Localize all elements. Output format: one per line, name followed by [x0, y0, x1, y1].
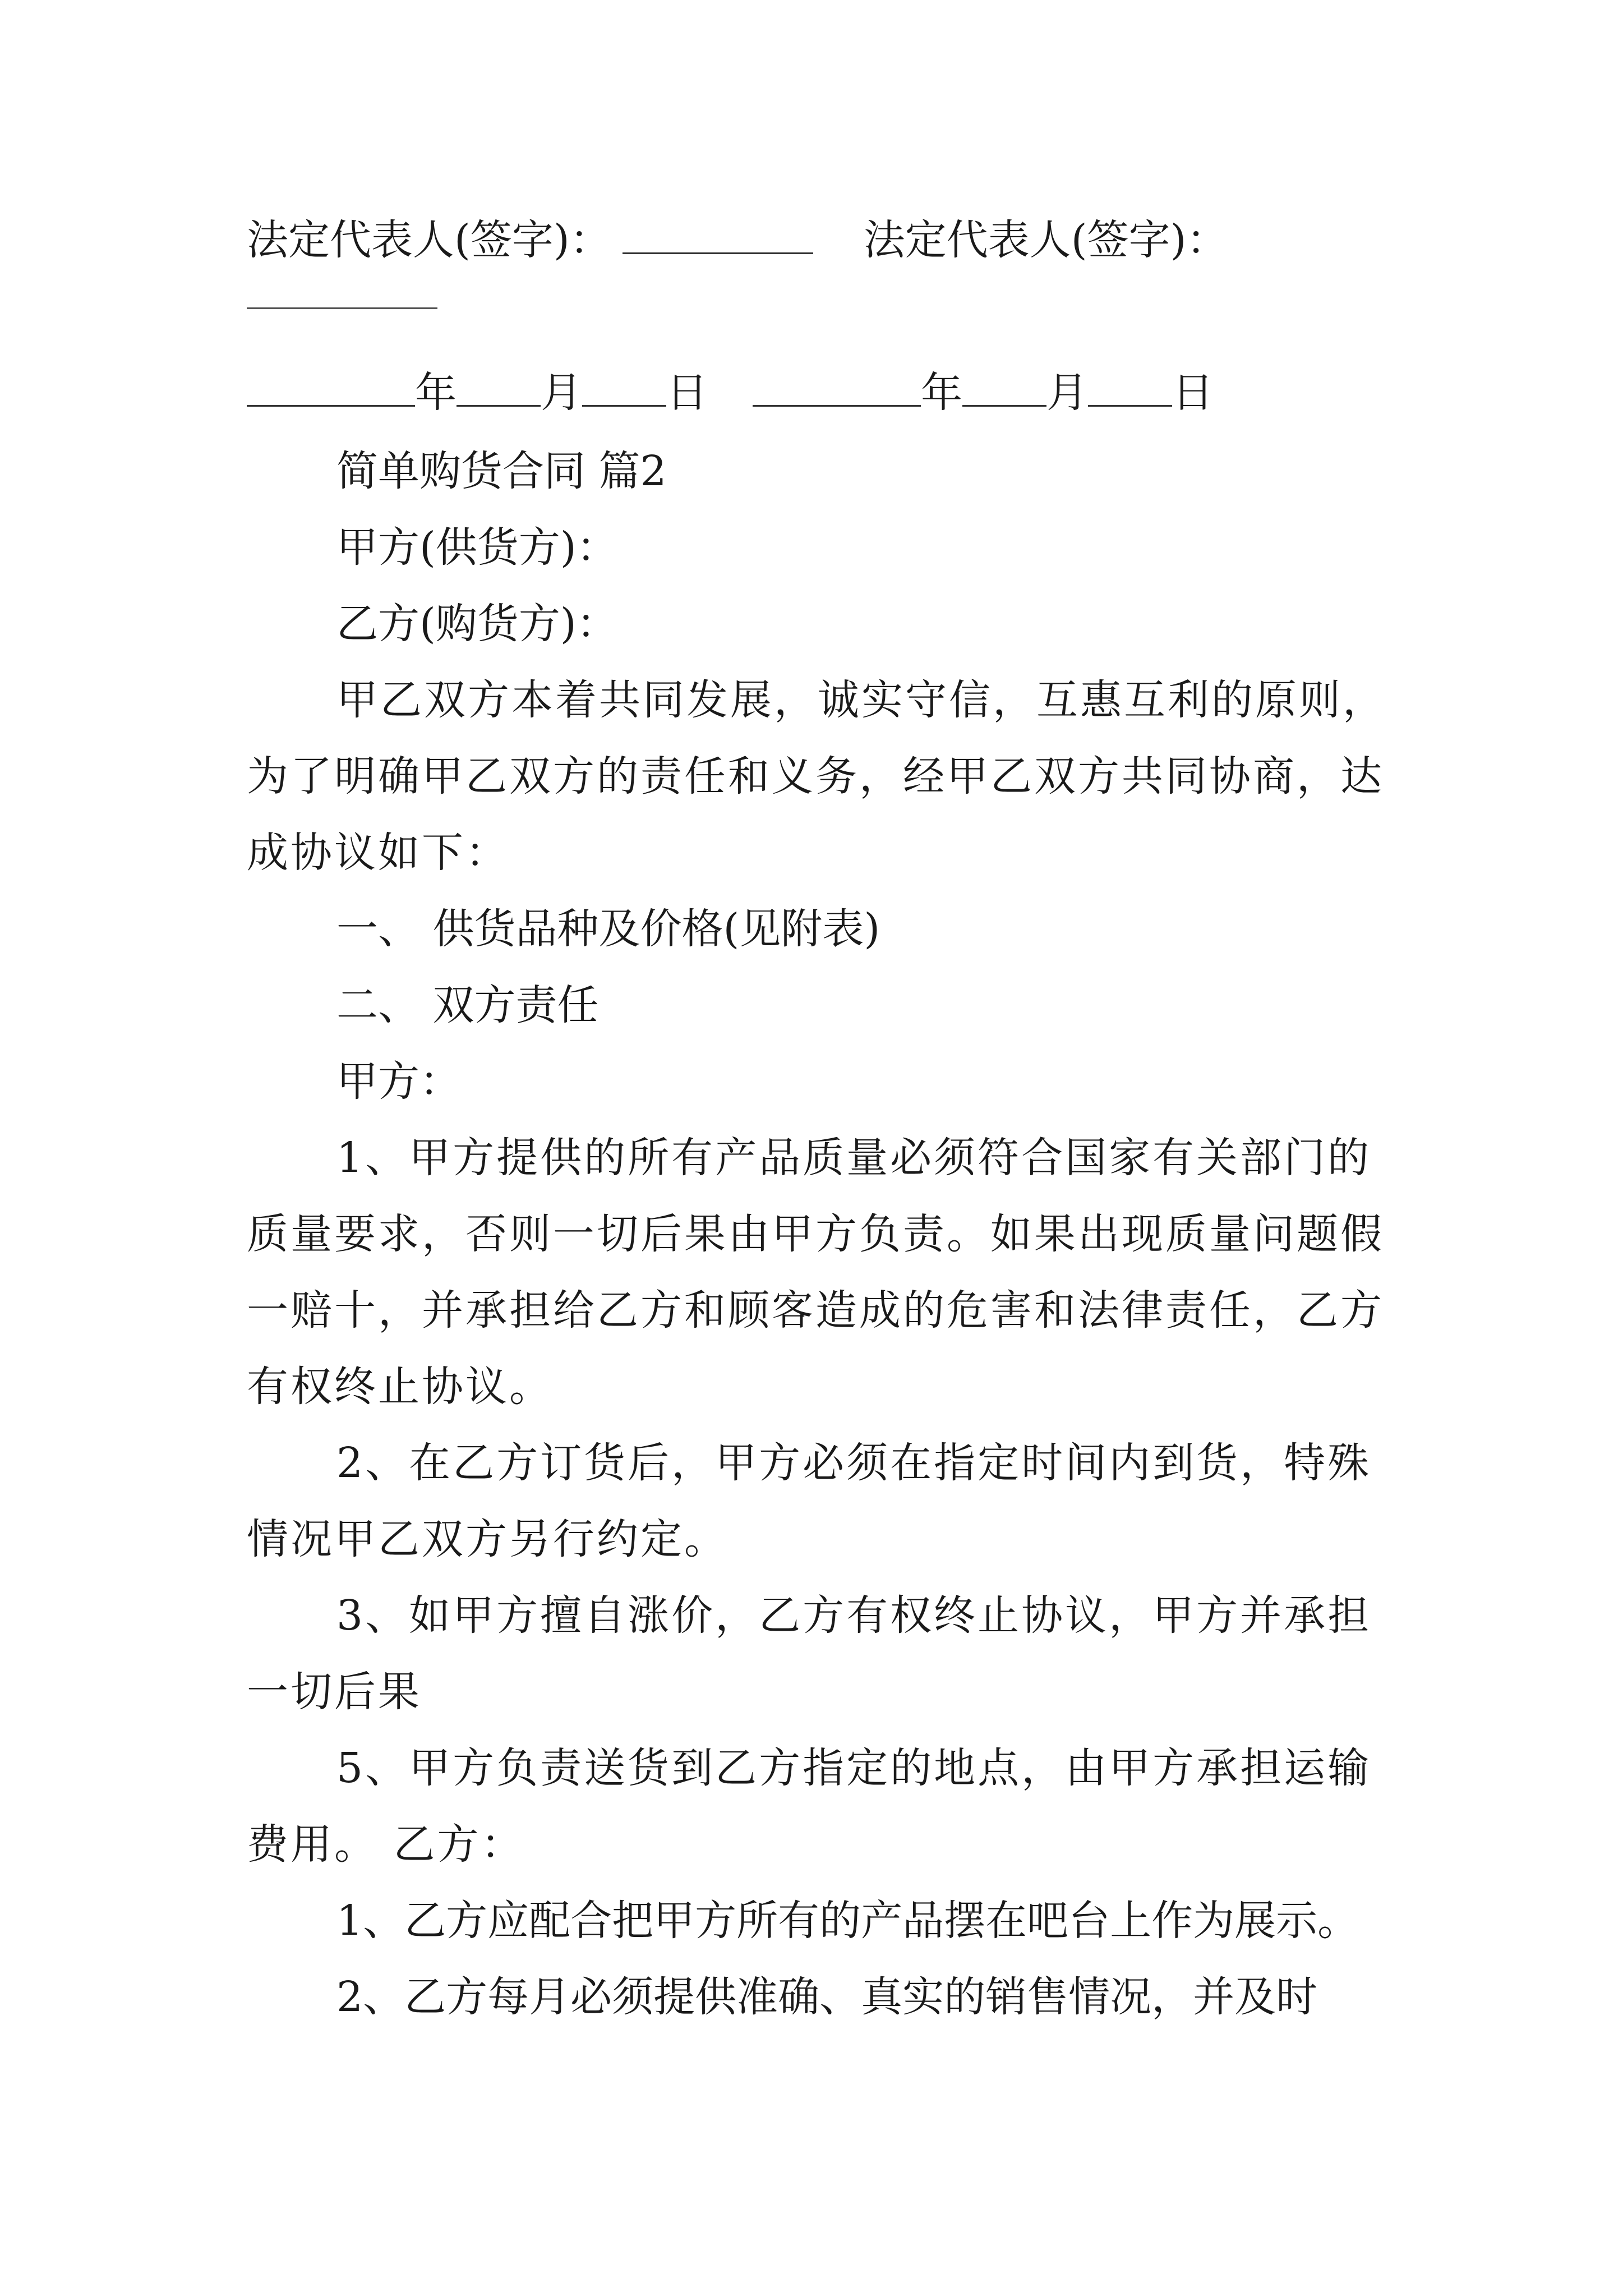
day-label-a: 日: [666, 369, 708, 417]
legal-rep-signature-label-a: 法定代表人(签字)：: [247, 216, 611, 264]
contract-title: 简单购货合同 篇2: [336, 447, 667, 495]
signature-line-b: [247, 307, 437, 309]
party-b-clause-2: 2、乙方每月必须提供准确、真实的销售情况，并及时: [336, 1973, 1318, 2021]
party-a-clause-2-text: 2、在乙方订货后，甲方必须在指定时间内到货，特殊情况甲乙双方另行约定。: [247, 1439, 1372, 1563]
year-label-a: 年: [415, 369, 457, 417]
party-a-clause-1-text: 1、甲方提供的所有产品质量必须符合国家有关部门的质量要求，否则一切后果由甲方负责。如果出现质量问题假一赔十，并承担给乙方和顾客造成的危害和法律责任，乙方有权终止协议。: [247, 1134, 1384, 1411]
party-a-heading: 甲方：: [336, 1057, 461, 1106]
month-line-b: [962, 374, 1046, 407]
month-label-b: 月: [1046, 369, 1088, 417]
party-a-clause-2: [247, 1425, 1402, 1577]
month-line-a: [457, 374, 541, 407]
party-a-label: 甲方(供货方)：: [336, 523, 618, 572]
intro-text: 甲乙双方本着共同发展，诚实守信，互惠互利的原则，为了明确甲乙双方的责任和义务，经甲乙双方共同协商，达成协议如下：: [247, 676, 1386, 877]
party-a-clause-5: [247, 1730, 1402, 1883]
intro-paragraph: [247, 662, 1402, 891]
day-line-b: [1088, 374, 1172, 407]
party-a-clause-1: [247, 1120, 1402, 1425]
party-b-label: 乙方(购货方)：: [336, 600, 618, 648]
party-a-clause-3: [247, 1577, 1402, 1730]
legal-rep-signature-label-b: 法定代表人(签字)：: [863, 216, 1228, 264]
signature-line-a: [623, 221, 813, 254]
year-label-b: 年: [921, 369, 962, 417]
year-line-a: [247, 374, 415, 407]
year-line-b: [753, 374, 921, 407]
day-line-a: [582, 374, 666, 407]
party-b-clause-1: 1、乙方应配合把甲方所有的产品摆在吧台上作为展示。: [336, 1897, 1359, 1945]
party-a-clause-3-text: 3、如甲方擅自涨价，乙方有权终止协议，甲方并承担一切后果: [247, 1591, 1372, 1716]
section-2-heading: 二、 双方责任: [336, 981, 599, 1029]
day-label-b: 日: [1172, 369, 1214, 417]
section-1-heading: 一、 供货品种及价格(见附表): [336, 905, 880, 953]
party-a-clause-5-text: 5、甲方负责送货到乙方指定的地点，由甲方承担运输费用。 乙方：: [247, 1744, 1372, 1869]
month-label-a: 月: [541, 369, 582, 417]
signature-row: [247, 202, 1391, 278]
date-row: [247, 355, 1391, 431]
